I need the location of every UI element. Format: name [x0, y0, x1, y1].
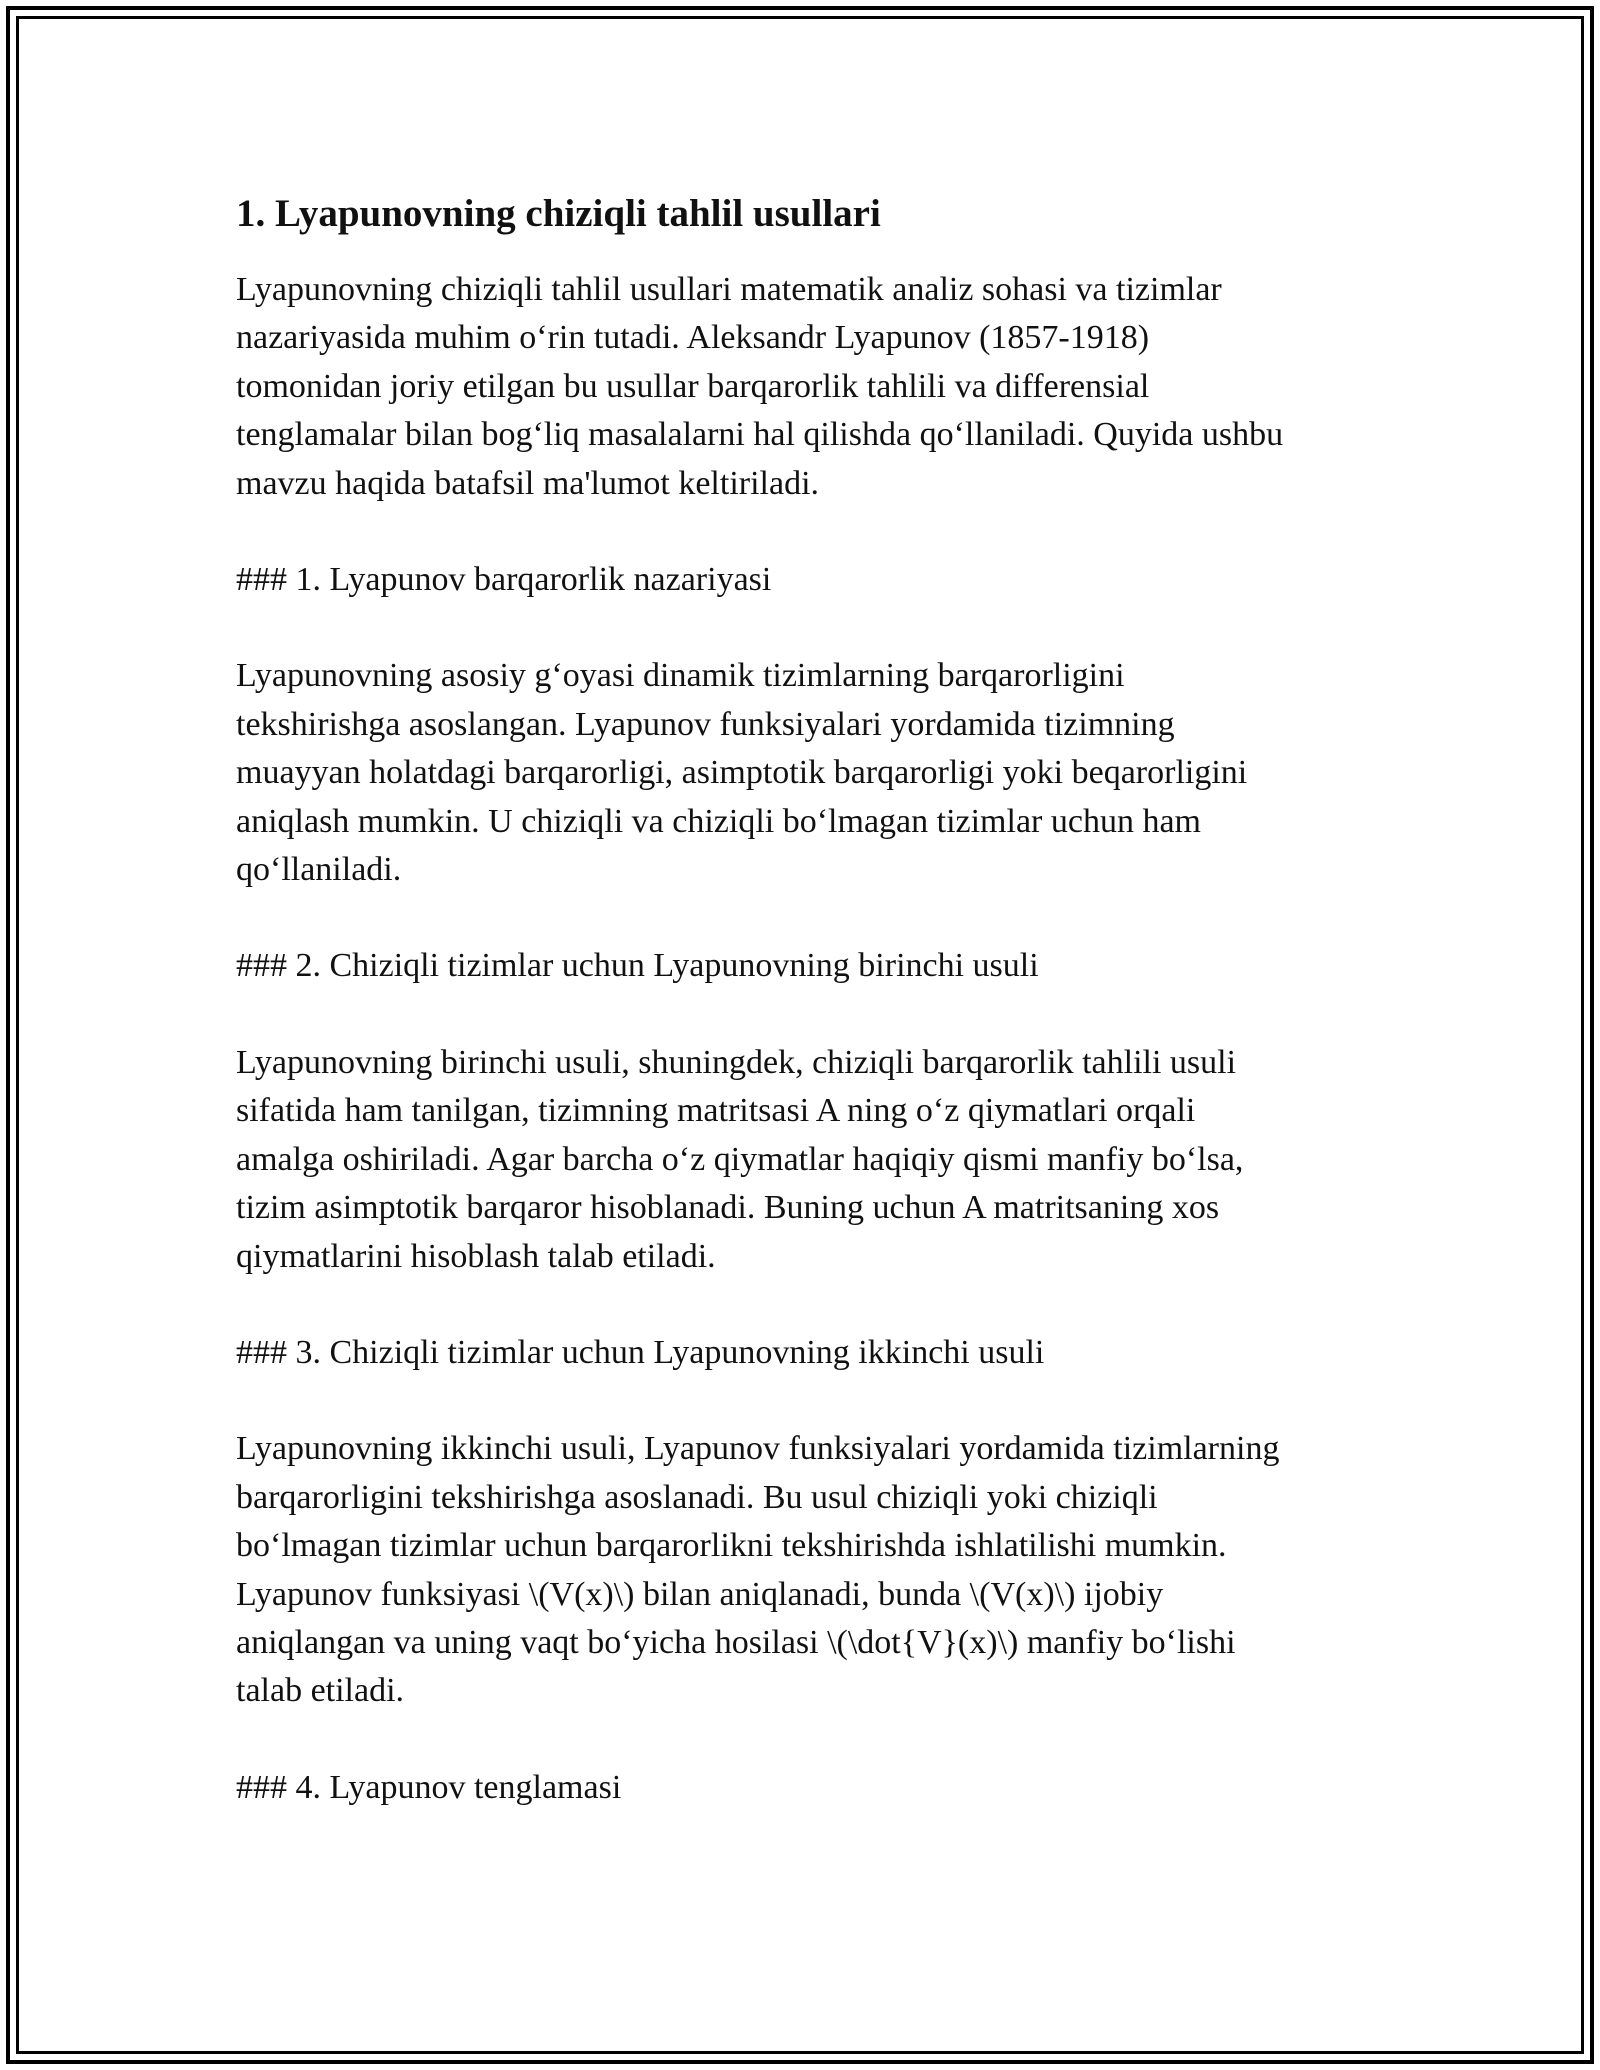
section-heading-4: ### 4. Lyapunov tenglamasi — [236, 1768, 622, 1806]
paragraph-line: aniqlangan va uning vaqt bo‘yicha hosilasi \(\dot{V}(x)\) manfiy bo‘lishi — [236, 1623, 1236, 1661]
paragraph-line: tenglamalar bilan bog‘liq masalalarni hal qilishda qo‘llaniladi. Quyida ushbu — [236, 416, 1284, 454]
paragraph-line: talab etiladi. — [236, 1672, 405, 1710]
paragraph-line: tizim asimptotik barqaror hisoblanadi. Buning uchun A matritsaning xos — [236, 1189, 1220, 1227]
intro-paragraph — [236, 266, 1396, 508]
paragraph-line: qiymatlarini hisoblash talab etiladi. — [236, 1237, 716, 1275]
paragraph-line: amalga oshiriladi. Agar barcha o‘z qiymatlar haqiqiy qismi manfiy bo‘lsa, — [236, 1140, 1244, 1178]
paragraph-line: sifatida ham tanilgan, tizimning matritsasi A ning o‘z qiymatlari orqali — [236, 1092, 1196, 1130]
paragraph-line: nazariyasida muhim o‘rin tutadi. Aleksandr Lyapunov (1857-1918) — [236, 319, 1150, 357]
paragraph-line: Lyapunovning chiziqli tahlil usullari matematik analiz sohasi va tizimlar — [236, 271, 1222, 308]
paragraph-line: bo‘lmagan tizimlar uchun barqarorlikni tekshirishda ishlatilishi mumkin. — [236, 1527, 1227, 1565]
paragraph-line: aniqlash mumkin. U chiziqli va chiziqli bo‘lmagan tizimlar uchun ham — [236, 802, 1201, 840]
section-heading-3: ### 3. Chiziqli tizimlar uchun Lyapunovning ikkinchi usuli — [236, 1333, 1045, 1371]
paragraph-line: mavzu haqida batafsil ma'lumot keltiriladi. — [236, 464, 820, 502]
paragraph-line: tomonidan joriy etilgan bu usullar barqarorlik tahlili va differensial — [236, 367, 1150, 405]
paragraph-line: Lyapunovning birinchi usuli, shuningdek, chiziqli barqarorlik tahlili usuli — [236, 1043, 1237, 1081]
section-heading-2: ### 2. Chiziqli tizimlar uchun Lyapunovning birinchi usuli — [236, 947, 1039, 985]
paragraph-line: muayyan holatdagi barqarorligi, asimptotik barqarorligi yoki beqarorligini — [236, 754, 1248, 792]
paragraph-line: Lyapunovning ikkinchi usuli, Lyapunov funksiyalari yordamida tizimlarning — [236, 1430, 1280, 1468]
document-title: 1. Lyapunovning chiziqli tahlil usullari — [236, 192, 881, 235]
paragraph-line: Lyapunovning asosiy g‘oyasi dinamik tizimlarning barqarorligini — [236, 657, 1125, 695]
paragraph-line: tekshirishga asoslangan. Lyapunov funksiyalari yordamida tizimning — [236, 705, 1175, 743]
document-body — [236, 188, 1396, 1860]
paragraph-line: qo‘llaniladi. — [236, 851, 402, 889]
section-paragraph-2 — [236, 1039, 1396, 1281]
section-paragraph-1 — [236, 652, 1396, 894]
paragraph-line: Lyapunov funksiyasi \(V(x)\) bilan aniqlanadi, bunda \(V(x)\) ijobiy — [236, 1575, 1164, 1613]
section-heading-1: ### 1. Lyapunov barqarorlik nazariyasi — [236, 561, 772, 599]
paragraph-line: barqarorligini tekshirishga asoslanadi. Bu usul chiziqli yoki chiziqli — [236, 1478, 1158, 1516]
section-paragraph-3 — [236, 1425, 1396, 1715]
